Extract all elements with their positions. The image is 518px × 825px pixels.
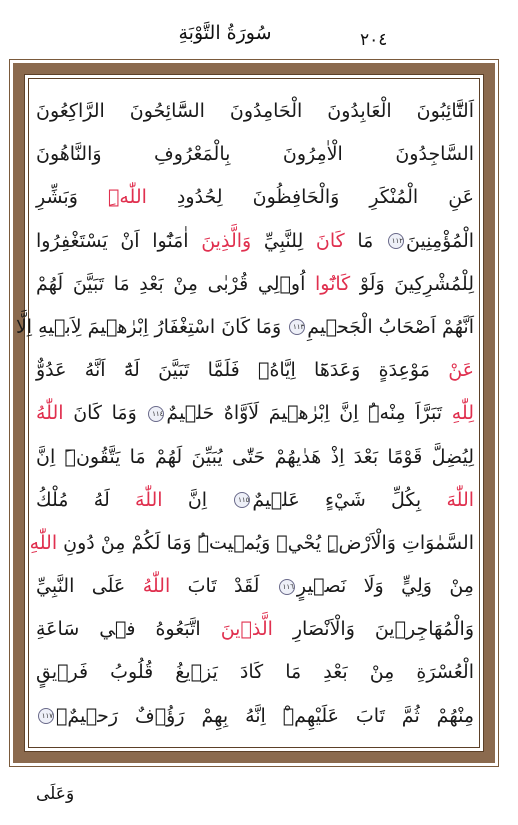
verse-text: وَبَشِّرِ [36,186,108,209]
ayah-number-marker: ١١٤ [148,406,164,422]
ayah-number-marker: ١١٦ [279,579,295,595]
text-line [36,608,474,651]
page-header [0,22,518,56]
highlighted-word: اللّٰهُ [142,575,171,598]
text-line [36,695,474,738]
ayah-number-marker: ١١٥ [234,492,250,508]
highlighted-word: اللّٰهِۜ [107,186,147,209]
text-line [36,133,474,176]
ayah-number-marker: ١١٧ [38,708,54,724]
highlighted-word: كَانَ [315,229,345,252]
text-line [36,220,474,263]
highlighted-word: عَنْ [448,359,474,382]
verse-text: السَّاجِدُونَ الْاٰمِرُونَ بِالْمَعْرُوفِ وَالنَّاهُونَ [36,143,474,166]
verse-text: مِنْ وَلِيٍّ وَلَا نَص۪يرٍ [296,575,474,598]
text-line [15,306,474,349]
text-line [36,651,474,694]
text-line [36,479,474,522]
highlighted-word: الَّذ۪ينَ [220,618,273,641]
text-line [36,176,474,219]
text-line [36,436,474,479]
highlighted-word: اللّٰهَ [446,488,475,511]
ayah-number-marker: ١١٣ [289,319,305,335]
highlighted-word: اللّٰهُ [36,402,64,425]
verse-text: اٰمَنُٓوا اَنْ يَسْتَغْفِرُوا [36,229,202,252]
highlighted-word: لِلّٰهِ [451,402,474,425]
text-line [36,263,474,306]
text-line [36,90,474,133]
verse-text: وَمَا كَانَ اسْتِغْفَارُ اِبْرٰه۪يمَ لِاَب۪يهِ اِلَّا [15,315,288,338]
catchword: وَعَلَى [36,784,75,804]
quran-text-block [15,90,475,740]
verse-text: لَقَدْ تَابَ [170,575,277,598]
verse-text: الْعُسْرَةِ مِنْ بَعْدِ مَا كَادَ يَز۪يغُ قُلُوبُ فَر۪يقٍ [36,661,474,684]
verse-text: لِلْمُشْرِكِينَ وَلَوْ [350,272,474,295]
verse-text: لِلنَّبِيِّ [251,229,316,252]
highlighted-word: اللّٰهِ [29,531,58,554]
highlighted-word: وَالَّذِينَ [201,229,252,252]
verse-text: الْمُؤْمِنِينَ [406,229,475,252]
verse-text: لَهُ مُلْكُ [36,488,136,511]
verse-text: وَالْمُهَاجِر۪ينَ وَالْاَنْصَارِ [272,618,474,641]
text-line [36,349,474,392]
page-number: ٢٠٤ [360,30,388,50]
highlighted-word: اللّٰهَ [135,488,163,511]
verse-text: تَبَرَّاَ مِنْهُۜ اِنَّ اِبْرٰه۪يمَ لَاَوَّاهٌ حَل۪يمٌ [166,402,452,425]
surah-title: سُورَةُ التَّوْبَةِ [178,22,272,44]
verse-text: بِكُلِّ شَيْءٍ عَل۪يمٌ [252,488,447,511]
verse-text: عَنِ الْمُنْكَرِ وَالْحَافِظُونَ لِحُدُودِ [146,186,474,209]
verse-text: مِنْهُمْ ثُمَّ تَابَ عَلَيْهِمْۜ اِنَّهُ بِهِمْ رَؤُ۫فٌ رَح۪يمٌۙ [56,704,474,727]
verse-text: اَنَّهُمْ اَصْحَابُ الْجَح۪يمِ [307,315,474,338]
verse-text: مَا [344,229,387,252]
verse-text: اتَّبَعُوهُ ف۪ي سَاعَةِ [36,618,221,641]
highlighted-word: كَانُٓوا [315,272,351,295]
text-line [36,565,474,608]
verse-text: اُو۬لِي قُرْبٰى مِنْ بَعْدِ مَا تَبَيَّنَ لَهُمْ [36,272,315,295]
verse-text: لِيُضِلَّ قَوْمًا بَعْدَ اِذْ هَدٰيهُمْ حَتّٰى يُبَيِّنَ لَهُمْ مَا يَتَّقُونَۜ اِنَّ [36,445,474,468]
text-line [36,392,474,435]
verse-text: عَلَى النَّبِيِّ [36,575,143,598]
ayah-number-marker: ١١٢ [388,233,404,249]
verse-text: اِنَّ [162,488,233,511]
text-line [29,522,474,565]
verse-text: وَمَا كَانَ [63,402,147,425]
verse-text: اَلتَّٓائِبُونَ الْعَابِدُونَ الْحَامِدُونَ السَّٓائِحُونَ الرَّاكِعُونَ [36,100,474,122]
verse-text: السَّمٰوَاتِ وَالْاَرْضِۜ يُحْي۪ وَيُم۪يتُۜ وَمَا لَكُمْ مِنْ دُونِ [57,531,474,554]
verse-text: مَوْعِدَةٍ وَعَدَهَٓا اِيَّاهُۚ فَلَمَّا تَبَيَّنَ لَهُٓ اَنَّهُ عَدُوٌّ [36,359,449,382]
